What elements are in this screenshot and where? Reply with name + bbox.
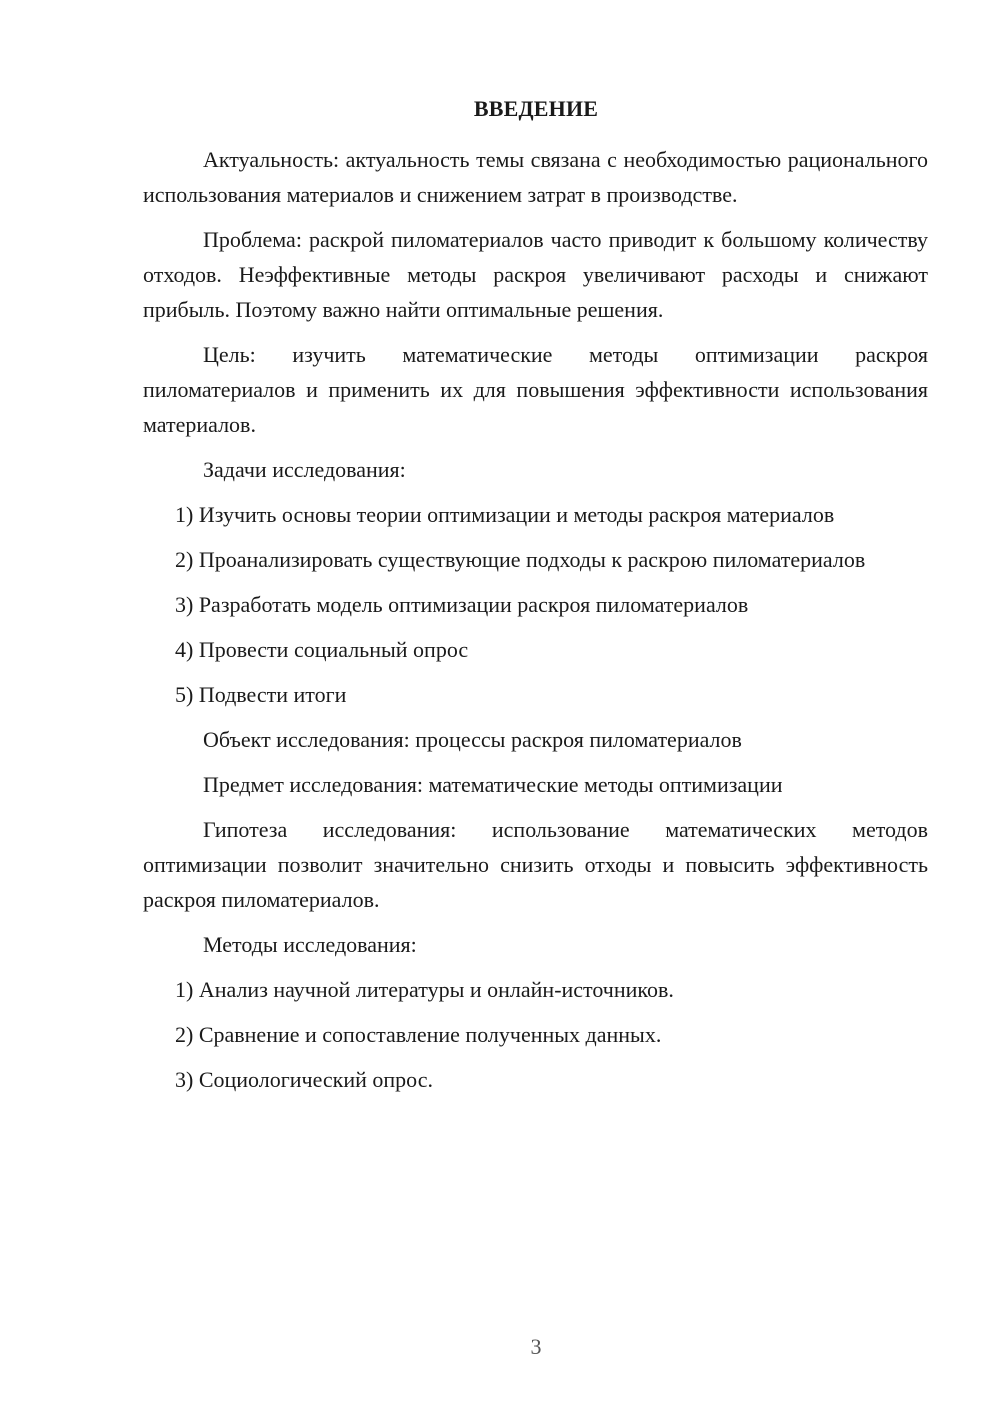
problem-paragraph: Проблема: раскрой пиломатериалов часто приводит к большому количеству отходов. Неэффективные методы раскроя увеличивают расходы и снижают прибыль. Поэтому важно найти оптимальные решения. [143,227,928,322]
method-item: 3) Социологический опрос. [175,1067,433,1092]
methods-heading: Методы исследования: [203,932,417,957]
task-item: 5) Подвести итоги [175,682,347,707]
method-item: 1) Анализ научной литературы и онлайн-источников. [175,977,674,1002]
hypothesis-paragraph: Гипотеза исследования: использование математических методов оптимизации позволит значительно снизить отходы и повысить эффективность раскроя пиломатериалов. [143,817,928,912]
relevance-paragraph: Актуальность: актуальность темы связана с необходимостью рационального использования материалов и снижением затрат в производстве. [143,147,928,207]
tasks-heading: Задачи исследования: [203,457,406,482]
page-title: ВВЕДЕНИЕ [473,96,599,121]
task-item: 1) Изучить основы теории оптимизации и методы раскроя материалов [175,502,835,527]
task-item: 3) Разработать модель оптимизации раскроя пиломатериалов [175,592,749,617]
task-item: 2) Проанализировать существующие подходы к раскрою пиломатериалов [175,547,866,572]
method-item: 2) Сравнение и сопоставление полученных данных. [175,1022,662,1047]
document-body [143,142,928,1107]
page-number: 3 [530,1334,542,1359]
subject-paragraph: Предмет исследования: математические методы оптимизации [203,772,783,797]
object-paragraph: Объект исследования: процессы раскроя пиломатериалов [203,727,742,752]
task-item: 4) Провести социальный опрос [175,637,469,662]
goal-paragraph: Цель: изучить математические методы оптимизации раскроя пиломатериалов и применить их для повышения эффективности использования материалов. [143,342,928,437]
